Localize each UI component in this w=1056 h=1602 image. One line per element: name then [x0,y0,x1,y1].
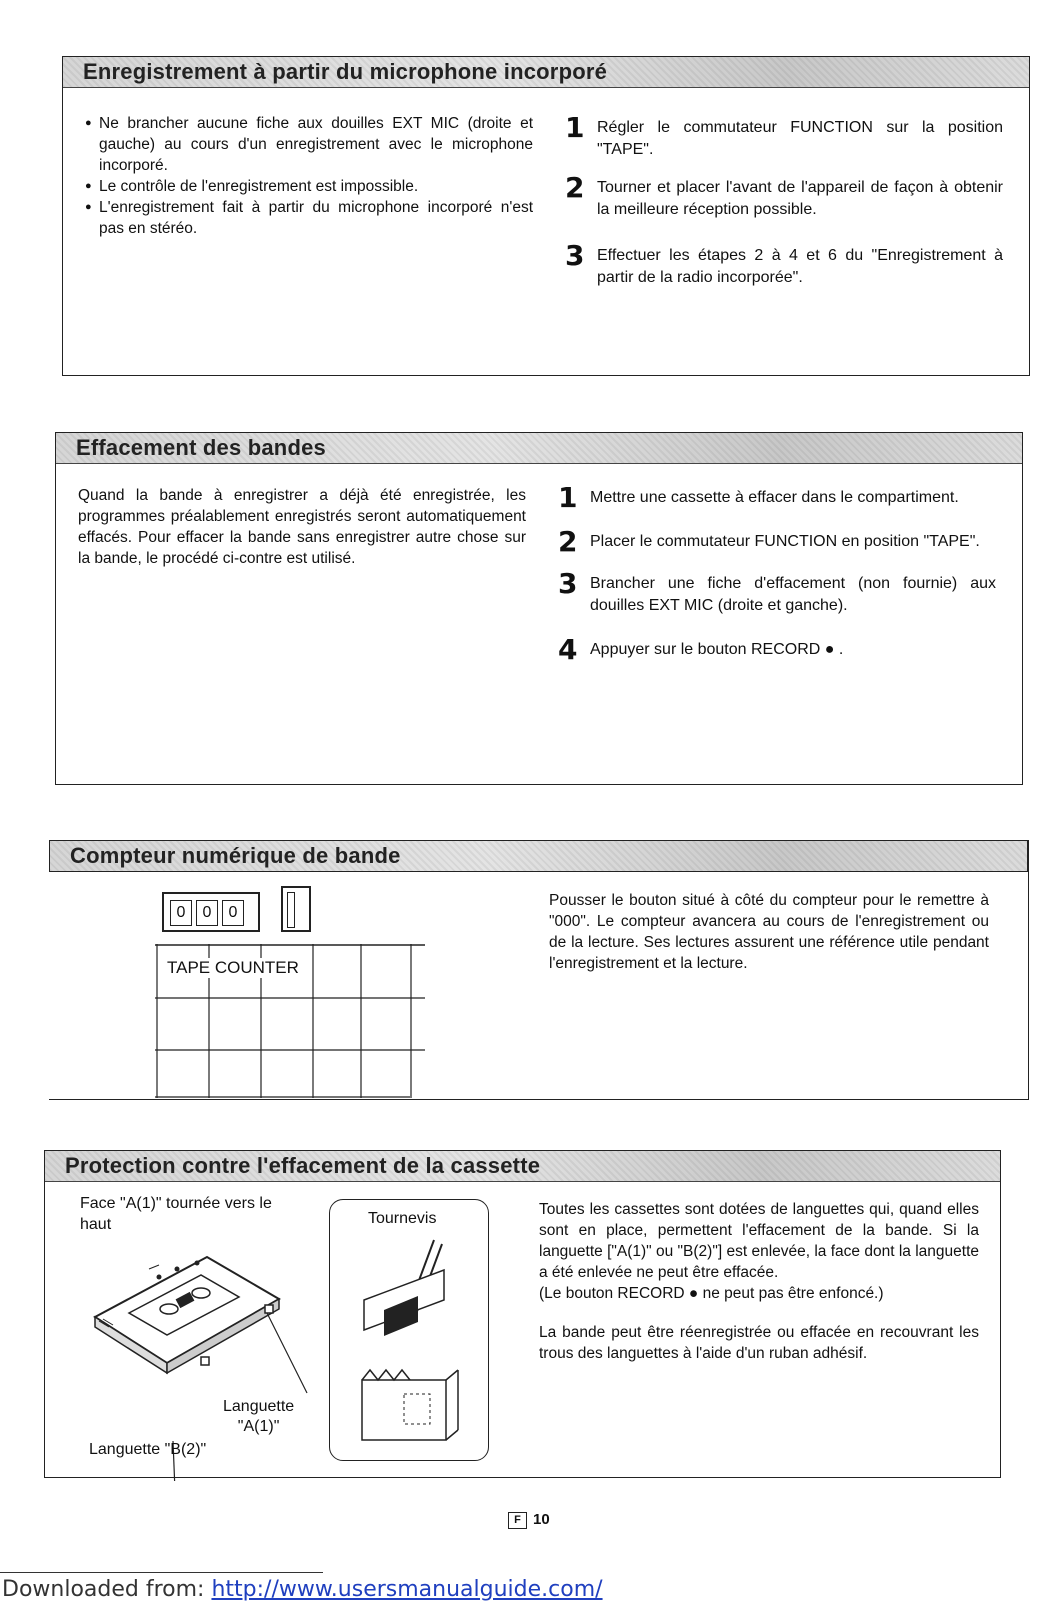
step-item [563,111,1003,161]
counter-reset-button-icon [281,886,311,932]
section-header [63,57,1029,88]
step-text: Placer le commutateur FUNCTION en position "TAPE". [590,533,980,550]
section-header [45,1151,1000,1182]
step-number: 4 [558,633,578,666]
page-number-value: 10 [533,1511,550,1528]
step-number: 3 [565,239,585,272]
section-erase-protection [44,1150,1001,1478]
protection-paragraph-2: (Le bouton RECORD ● ne peut pas être enfoncé.) [539,1285,884,1302]
page-letter-box: F [508,1512,527,1529]
steps-column [563,111,1003,305]
tournevis-label: Tournevis [368,1210,437,1227]
section-header [49,840,1028,872]
section-tape-counter [49,840,1029,1100]
section-title: Effacement des bandes [76,435,326,460]
section-header [56,433,1022,464]
section-title: Compteur numérique de bande [70,843,401,868]
step-item [563,171,1003,221]
counter-digit: 0 [222,900,244,926]
counter-table [155,944,425,1098]
languette-a-label-line2: "A(1)" [237,1418,280,1435]
protection-paragraph-1: Toutes les cassettes sont dotées de languettes qui, quand elles sont en place, permettent l'effacement de la bande. Si la languette ["A(1)" ou "B(2)"] est enlevée, la face dont la languette a été enlevée ne peut être effacée. [539,1201,979,1281]
step-text: Brancher une fiche d'effacement (non fournie) aux douilles EXT MIC (droite et ganche). [590,575,996,614]
protection-text [539,1199,979,1364]
counter-text: Pousser le bouton situé à côté du compteur pour le remettre à "000". Le compteur avancera au cours de l'enregistrement ou de la lecture. Ses lectures assurent une référence utile pendant l'enregistrement et la lecture. [549,892,989,972]
face-label: Face "A(1)" tournée vers le haut [80,1195,272,1233]
download-prefix: Downloaded from: [2,1577,212,1602]
counter-digit: 0 [170,900,192,926]
tournevis-detail-frame [329,1199,489,1461]
screwdriver-icon [334,1230,484,1460]
step-number: 1 [565,111,585,144]
step-number: 2 [565,171,585,204]
step-text: Mettre une cassette à effacer dans le compartiment. [590,489,959,506]
step-number: 1 [558,481,578,514]
languette-a-label-line1: Languette [223,1398,295,1415]
download-source [2,1577,603,1602]
page-number [508,1511,550,1529]
step-text: Effectuer les étapes 2 à 4 et 6 du "Enregistrement à partir de la radio incorporée". [597,247,1003,286]
step-item [556,525,996,558]
step-text: Appuyer sur le bouton RECORD ● . [590,641,844,658]
notes-column [85,113,533,239]
step-item [556,567,996,617]
languette-a-label [223,1397,294,1437]
section-tape-erasing [55,432,1023,785]
protection-paragraph-3: La bande peut être réenregistrée ou effacée en recouvrant les trous des languettes à l'aide d'un ruban adhésif. [539,1324,979,1362]
note-item: ● Le contrôle de l'enregistrement est impossible. [85,176,533,197]
steps-column [556,481,996,677]
section-title: Protection contre l'effacement de la cassette [65,1153,541,1178]
intro-text: Quand la bande à enregistrer a déjà été enregistrée, les programmes préalablement enregistrés seront automatiquement effacés. Pour effacer la bande sans enregistrer autre chose sur la bande, le procédé ci-contre est utilisé. [78,487,526,567]
step-item [556,481,996,514]
step-number: 3 [558,567,578,600]
section-title: Enregistrement à partir du microphone incorporé [83,59,608,84]
counter-label: TAPE COUNTER [167,958,299,977]
section-microphone-recording [62,56,1030,376]
step-item [556,633,996,666]
step-text: Tourner et placer l'avant de l'appareil de façon à obtenir la meilleure réception possible. [597,179,1003,218]
step-text: Régler le commutateur FUNCTION sur la position "TAPE". [597,119,1003,158]
counter-display [162,892,260,932]
step-item [563,239,1003,289]
step-number: 2 [558,525,578,558]
footer-divider [0,1572,323,1573]
note-item: ● L'enregistrement fait à partir du microphone incorporé n'est pas en stéréo. [85,197,533,239]
download-link[interactable]: http://www.usersmanualguide.com/ [211,1577,603,1602]
languette-b-label: Languette "B(2)" [89,1441,207,1458]
counter-digit: 0 [196,900,218,926]
note-item: ● Ne brancher aucune fiche aux douilles EXT MIC (droite et gauche) au cours d'un enregistrement avec le microphone incorporé. [85,113,533,176]
